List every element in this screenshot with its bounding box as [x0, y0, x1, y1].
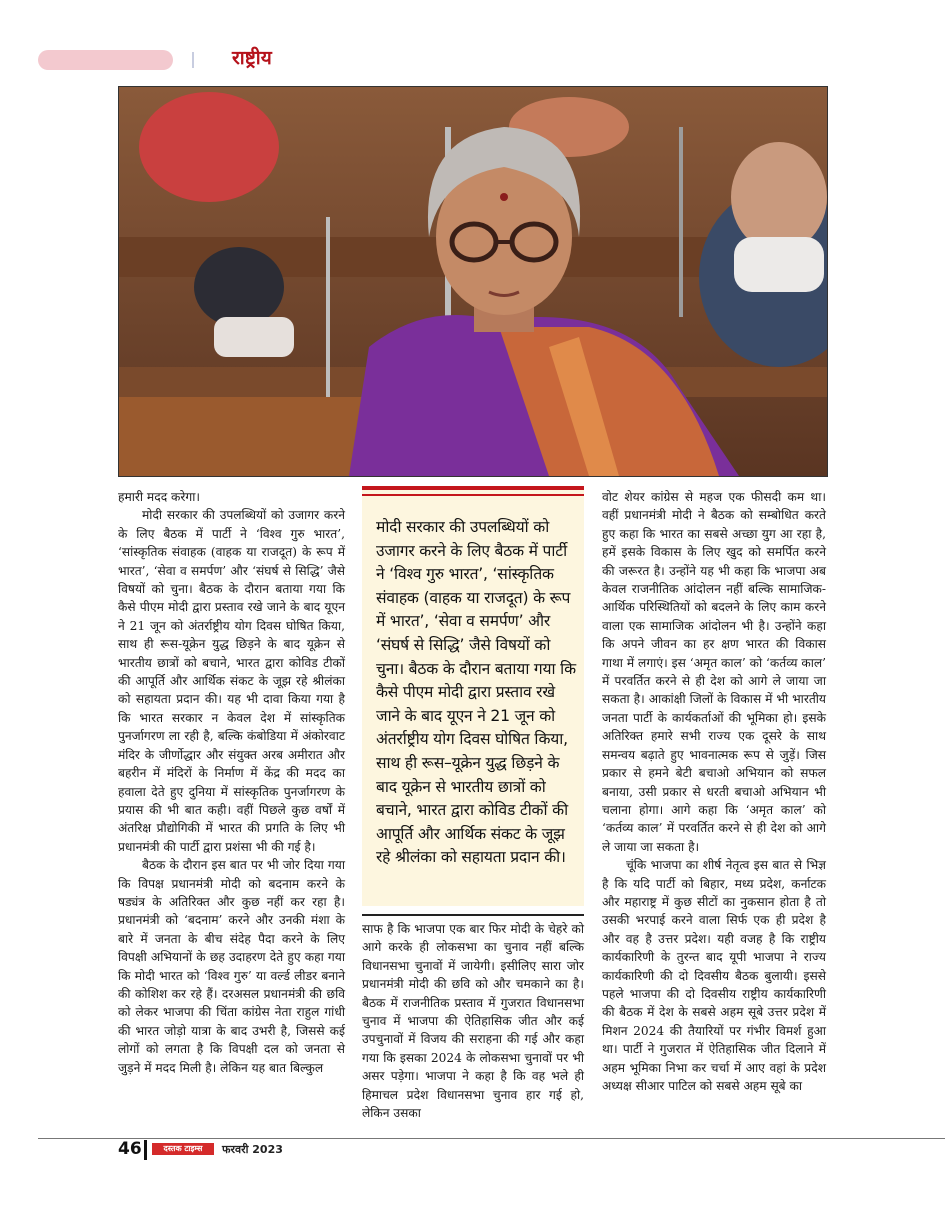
- paragraph: बैठक के दौरान इस बात पर भी जोर दिया गया कि विपक्ष प्रधानमंत्री मोदी को बदनाम करने के षड्यंत्र के अतिरिक्त और कुछ नहीं कर रहा है। प्रधानमंत्री को ‘बदनाम’ करने और उनकी मंशा के बारे में जनता के बीच संदेह पैदा करने के लिए विपक्षी अभियानों के छह उदाहरण देते हुए कहा गया कि मोदी भारत को ‘विश्व गुरु’ या वर्ल्ड लीडर बनाने की कोशिश कर रहे हैं। दरअसल प्रधानमंत्री की छवि को लेकर भाजपा की चिंता कांग्रेस नेता राहुल गांधी की भारत जोड़ो यात्रा के बाद उभरी है, जिससे कई लोगों को लगता है कि विपक्षी दल को जनता से जुड़ने में मदद मिली है। लेकिन यह बात बिल्कुल: [118, 858, 345, 1075]
- speaker-illustration: [119, 87, 827, 476]
- pull-quote-rule: [362, 494, 584, 496]
- paragraph: वोट शेयर कांग्रेस से महज एक फीसदी कम था। वहीं प्रधानमंत्री मोदी ने बैठक को सम्बोधित करते हुए कहा कि भारत का सबसे अच्छा युग आ रहा है, हमें इसके विकास के लिए खुद को समर्पित करने की जरूरत है। उन्होंने यह भी कहा कि भाजपा अब केवल राजनीतिक आंदोलन नहीं बल्कि सामाजिक- आर्थिक परिस्थितियों को बदलने के लिए काम करने वाला एक सामाजिक आंदोलन भी है। उन्होंने कहा कि अपने जीवन का हर क्षण भारत की विकास गाथा में लगाएं। इस ‘अमृत काल’ को ‘कर्तव्य काल’ में परवर्तित करने से ही देश को आगे ले जाया जा सकता है। आकांक्षी जिलों के विकास में भी भारतीय जनता पार्टी के कार्यकर्ताओं की भूमिका हो। इसके अतिरिक्त हमारे सभी राज्य एक दूसरे के साथ समन्वय बढ़ाते हुए भावनात्मक रूप से जुड़ें। जिस प्रकार से हमने बेटी बचाओ अभियान को सफल बनाया, उसी प्रकार से धरती बचाओ अभियान भी चलाना होगा। आगे कहा कि ‘अमृत काल’ को ‘कर्तव्य काल’ में परवर्तित करने से ही देश को आगे ले जाया जा सकता है।: [602, 490, 826, 854]
- paragraph: मोदी सरकार की उपलब्धियों को उजागर करने के लिए बैठक में पार्टी ने ‘विश्व गुरु भारत’, ‘सांस्कृतिक संवाहक (वाहक या राजदूत) के रूप में भारत’, ‘सेवा व समर्पण’ और ‘संघर्ष से सिद्धि’ जैसे विषयों को चुना। बैठक के दौरान बताया गया कि कैसे पीएम मोदी द्वारा प्रस्ताव रखे जाने के बाद यूएन ने 21 जून को अंतर्राष्ट्रीय योग दिवस घोषित किया, साथ ही रूस-यूक्रेन युद्ध छिड़ने के बाद यूक्रेन से भारतीय छात्रों को बचाने, भारत द्वारा कोविड टीकों की आपूर्ति और आर्थिक संकट के जूझ रहे श्रीलंका को सहायता प्रदान की। यह भी दावा किया गया है कि भारत सरकार न केवल देश में सांस्कृतिक पुनर्जागरण ला रही है, बल्कि कंबोडिया में अंकोरवाट मंदिर के जीर्णोद्धार और संयुक्त अरब अमीरात और बहरीन में मंदिरों के निर्माण में केंद्र की मदद का हवाला देते हुए दुनिया में सांस्कृतिक पुनर्जागरण के प्रयास की भी बात कही। वहीं पिछले कुछ वर्षों में अंतरिक्ष प्रौद्योगिकी में भारत की प्रगति के लिए भी प्रधानमंत्री की पार्टी द्वारा प्रशंसा भी की गई है।: [118, 508, 345, 854]
- paragraph: हमारी मदद करेगा।: [118, 490, 201, 504]
- middle-column: साफ है कि भाजपा एक बार फिर मोदी के चेहरे को आगे करके ही लोकसभा का चुनाव नहीं बल्कि विधानसभा चुनावों में जायेगी। इसीलिए सारा जोर प्रधानमंत्री मोदी की छवि को और चमकाने का है। बैठक में राजनीतिक प्रस्ताव में गुजरात विधानसभा चुनाव में भाजपा की ऐतिहासिक जीत और कई उपचुनावों में विजय की सराहना की गई और कहा गया कि इसका 2024 के लोकसभा चुनावों पर भी असर पड़ेगा। भाजपा ने कहा है कि वह भले ही हिमाचल प्रदेश विधानसभा चुनाव हार गई हो, लेकिन उसका: [362, 922, 584, 1121]
- section-label: राष्ट्रीय: [232, 47, 272, 69]
- column-divider-rule: [362, 914, 584, 916]
- page-number: 46: [118, 1139, 142, 1159]
- pull-quote-text: मोदी सरकार की उपलब्धियों को उजागर करने के लिए बैठक में पार्टी ने ‘विश्व गुरु भारत’, ‘सांस्कृतिक संवाहक (वाहक या राजदूत) के रूप में भारत’, ‘सेवा व समर्पण’ और ‘संघर्ष से सिद्धि’ जैसे विषयों को चुना। बैठक के दौरान बताया गया कि कैसे पीएम मोदी द्वारा प्रस्ताव रखे जाने के बाद यूएन ने 21 जून को अंतर्राष्ट्रीय योग दिवस घोषित किया, साथ ही रूस–यूक्रेन युद्ध छिड़ने के बाद यूक्रेन से भारतीय छात्रों को बचाने, भारत द्वारा कोविड टीकों की आपूर्ति और आर्थिक संकट के जूझ रहे श्रीलंका को सहायता प्रदान की।: [376, 518, 576, 867]
- pull-quote-box: [362, 486, 584, 906]
- issue-date: फरवरी 2023: [222, 1143, 283, 1156]
- header-decoration: [38, 50, 173, 70]
- header-separator: [192, 52, 194, 68]
- footer-rule: [38, 1138, 945, 1139]
- footer-separator: [144, 1140, 147, 1160]
- article-photo: [118, 86, 828, 477]
- magazine-logo: दस्तक टाइम्स: [152, 1143, 214, 1155]
- pull-quote-rule: [362, 486, 584, 490]
- paragraph: चूंकि भाजपा का शीर्ष नेतृत्व इस बात से भिज्ञ है कि यदि पार्टी को बिहार, मध्य प्रदेश, कर्नाटक और महाराष्ट्र में कुछ सीटों का नुकसान होता है तो उसकी भरपाई करने वाला सिर्फ एक ही प्रदेश है और वह है उत्तर प्रदेश। यही वजह है कि राष्ट्रीय कार्यकारिणी के तुरन्त बाद यूपी भाजपा ने राज्य कार्यकारिणी की दो दिवसीय बैठक बुलायी। इससे पहले भाजपा की दो दिवसीय राष्ट्रीय कार्यकारिणी की बैठक में देश के सबसे अहम सूबे उत्तर प्रदेश में मिशन 2024 की तैयारियों पर गंभीर विमर्श हुआ था। पार्टी ने गुजरात में ऐतिहासिक जीत दिलाने में अहम भूमिका निभा कर चर्चा में आए वहां के प्रदेश अध्यक्ष सीआर पाटिल को सबसे अहम सूबे का: [602, 858, 826, 1093]
- left-column: [118, 488, 345, 1077]
- right-column: [602, 488, 826, 1095]
